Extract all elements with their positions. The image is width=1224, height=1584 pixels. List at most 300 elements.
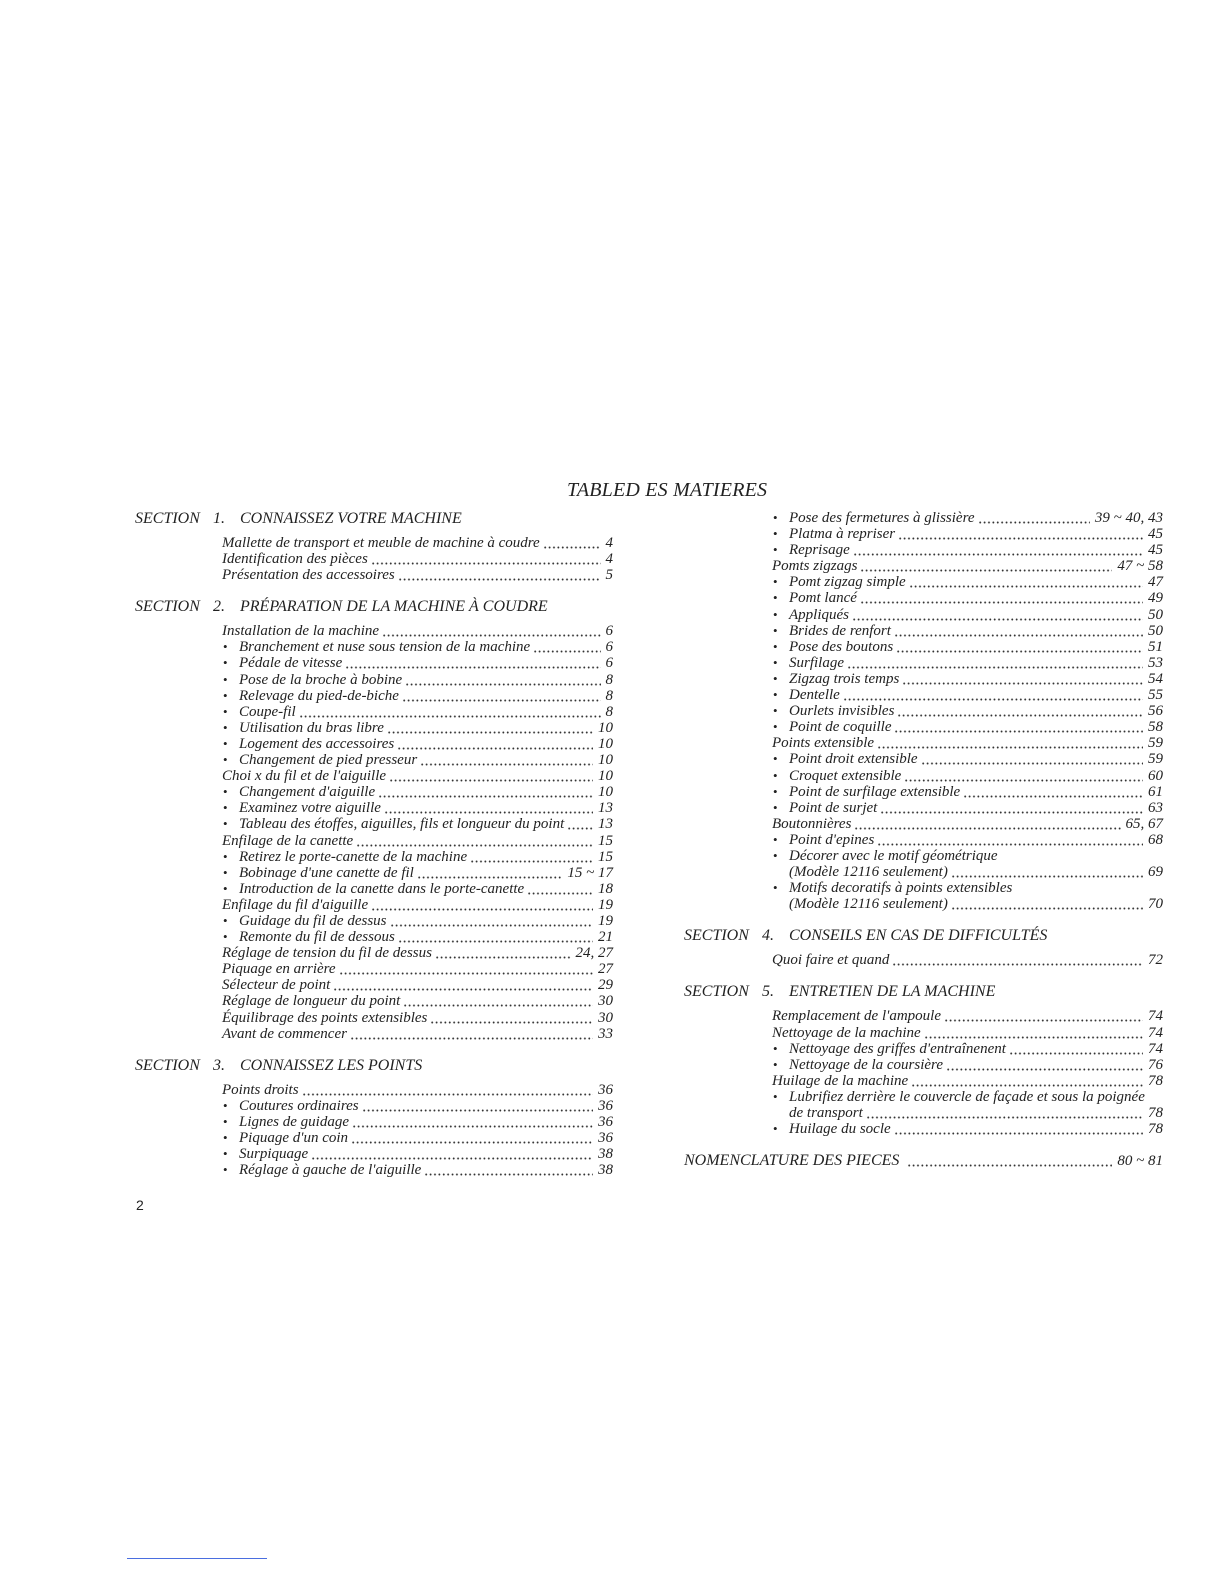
bullet-marker: •: [773, 622, 778, 638]
entry-title: Enfilage du fil d'aiguille: [222, 896, 369, 913]
entry-page-number: 59: [1148, 751, 1163, 768]
entry-page-number: 13: [598, 816, 613, 833]
entry-page-number: 10: [598, 784, 613, 801]
entry-page-number: 8: [605, 687, 613, 704]
toc-entry: [222, 1082, 613, 1098]
entry-title: Lubrifiez derrière le couvercle de façade et sous la poignée: [789, 1088, 1145, 1105]
entry-page-number: 78: [1148, 1105, 1163, 1121]
entry-page-number: 4: [605, 535, 613, 551]
bullet-marker: •: [223, 1097, 228, 1113]
dot-leader: [978, 510, 1090, 526]
bullet-marker: •: [773, 526, 778, 542]
dot-leader: [924, 1025, 1143, 1041]
bullet-marker: •: [773, 687, 778, 703]
entry-title: Quoi faire et quand: [772, 952, 890, 969]
toc-entry: [772, 1025, 1163, 1041]
entry-title: de transport: [789, 1105, 863, 1121]
entry-page-number: 58: [1148, 719, 1163, 736]
toc-entry: [772, 687, 1163, 703]
entry-title: Introduction de la canette dans le porte-canette: [239, 880, 525, 897]
dot-leader: [371, 551, 601, 567]
toc-entry: [772, 1008, 1163, 1024]
bullet-marker: •: [223, 687, 228, 703]
dot-leader: [951, 896, 1143, 912]
section-title: PRÉPARATION DE LA MACHINE À COUDRE: [240, 598, 548, 616]
toc-entry: [222, 784, 613, 800]
bullet-marker: •: [223, 1130, 228, 1145]
entry-title: Nettoyage des griffes d'entraînenent: [789, 1040, 1006, 1057]
toc-entry: [222, 688, 613, 704]
bullet-marker: •: [773, 654, 778, 670]
toc-entry: [222, 655, 613, 671]
dot-leader: [892, 952, 1143, 968]
entry-title: Surpiquage: [239, 1146, 309, 1163]
entry-page-number: 15: [598, 832, 613, 849]
toc-entry: [222, 849, 613, 865]
document-title: TABLED ES MATIERES: [567, 479, 768, 501]
dot-leader: [877, 832, 1143, 848]
entry-title: Logement des accessoires: [239, 735, 395, 752]
dot-leader: [852, 607, 1143, 623]
entry-title: Point droit extensible: [789, 751, 918, 768]
entry-page-number: 15: [598, 848, 613, 865]
section-number: 3.: [213, 1056, 225, 1074]
entry-title: Huilage du socle: [789, 1121, 891, 1138]
entry-page-number: 47: [1148, 574, 1163, 591]
entry-page-number: 8: [605, 703, 613, 720]
entry-page-number: 24, 27: [575, 945, 613, 962]
dot-leader: [897, 703, 1143, 719]
bullet-marker: •: [223, 752, 228, 768]
entry-title: Zigzag trois temps: [789, 670, 900, 687]
dot-leader: [352, 1114, 593, 1130]
entry-page-number: 5: [605, 567, 613, 584]
entry-page-number: 19: [598, 896, 613, 913]
bullet-marker: •: [773, 751, 778, 767]
toc-entry: [222, 720, 613, 736]
toc-entry: [772, 655, 1163, 671]
section-number: 4.: [762, 927, 774, 945]
entry-title: Pomt zigzag simple: [789, 574, 906, 591]
toc-entry: [772, 768, 1163, 784]
section-label: SECTION: [135, 510, 200, 527]
dot-leader: [1009, 1041, 1143, 1057]
dot-leader: [417, 865, 563, 881]
entry-title: Brides de renfort: [789, 622, 891, 639]
entry-page-number: 39 ~ 40, 43: [1094, 510, 1163, 526]
section-label: SECTION: [135, 1056, 200, 1074]
toc-entry: [772, 574, 1163, 590]
entry-page-number: 33: [598, 1025, 613, 1042]
section-number: 2.: [213, 598, 225, 616]
toc-entry: [222, 704, 613, 720]
dot-leader: [384, 800, 593, 816]
dot-leader: [907, 1152, 1112, 1170]
entry-list: [772, 510, 1163, 912]
toc-entry: [222, 816, 613, 832]
section-label: SECTION: [135, 598, 200, 616]
bullet-marker: •: [773, 670, 778, 686]
entry-title: Bobinage d'une canette de fil: [239, 864, 414, 881]
entry-title: Réglage de tension du fil de dessus: [222, 945, 432, 962]
dot-leader: [880, 800, 1143, 816]
entry-title: (Modèle 12116 seulement): [789, 896, 948, 913]
entry-title: Présentation des accessoires: [222, 567, 395, 584]
toc-entry: [222, 993, 613, 1009]
entry-page-number: 63: [1148, 799, 1163, 816]
dot-leader: [470, 849, 593, 865]
dot-leader: [387, 720, 593, 736]
entry-title: Coupe-fil: [239, 703, 296, 720]
section-heading: [135, 598, 613, 616]
entry-title: Relevage du pied-de-biche: [239, 687, 399, 704]
toc-entry: [772, 542, 1163, 558]
toc-entry: [222, 929, 613, 945]
entry-title: Platma à repriser: [789, 526, 896, 543]
entry-title: Point de surjet: [789, 799, 878, 816]
toc-entry: [222, 977, 613, 993]
toc-entry: [772, 558, 1163, 574]
entry-page-number: 60: [1148, 767, 1163, 784]
bullet-marker: •: [223, 1146, 228, 1162]
entry-title: Points droits: [222, 1081, 299, 1098]
toc-entry: [222, 945, 613, 961]
entry-title: Surfilage: [789, 654, 844, 671]
dot-leader: [854, 816, 1120, 832]
entry-page-number: 30: [598, 1009, 613, 1026]
entry-title: Pomt lancé: [789, 590, 857, 607]
entry-title: Changement d'aiguille: [239, 784, 376, 801]
entry-title: Nettoyage de la machine: [772, 1024, 921, 1041]
bullet-marker: •: [773, 703, 778, 719]
dot-leader: [894, 623, 1143, 639]
bullet-marker: •: [773, 719, 778, 735]
entry-title: Piquage d'un coin: [239, 1130, 349, 1146]
bullet-marker: •: [223, 719, 228, 735]
toc-entry: [772, 607, 1163, 623]
entry-page-number: 61: [1148, 783, 1163, 800]
bullet-marker: •: [223, 800, 228, 816]
dot-leader: [405, 672, 600, 688]
dot-leader: [860, 590, 1143, 606]
toc-entry: [222, 961, 613, 977]
entry-page-number: 74: [1148, 1024, 1163, 1041]
bullet-marker: •: [223, 1113, 228, 1129]
entry-title: Ourlets invisibles: [789, 703, 895, 720]
bullet-marker: •: [773, 574, 778, 590]
entry-title: Installation de la machine: [222, 623, 380, 640]
toc-entry: [772, 816, 1163, 832]
entry-title: Huilage de la machine: [772, 1072, 909, 1089]
bullet-marker: •: [223, 735, 228, 751]
section-heading: [135, 510, 613, 528]
toc-entry: [772, 800, 1163, 816]
dot-leader: [424, 1162, 593, 1178]
toc-entry: [772, 1057, 1163, 1073]
entry-title: Points extensible: [772, 735, 875, 752]
toc-entry: [222, 913, 613, 929]
toc-entry: [222, 1114, 613, 1130]
toc-entry: [222, 639, 613, 655]
bullet-marker: •: [773, 880, 778, 896]
bullet-marker: •: [773, 799, 778, 815]
bullet-marker: •: [773, 1056, 778, 1072]
entry-title: Remplacement de l'ampoule: [772, 1008, 941, 1025]
toc-entry: [772, 1089, 1163, 1105]
toc-entry: [222, 551, 613, 567]
entry-page-number: 72: [1148, 952, 1163, 969]
entry-title: Piquage en arrière: [222, 961, 336, 978]
dot-leader: [909, 574, 1143, 590]
toc-entry: [772, 735, 1163, 751]
entry-page-number: 8: [605, 671, 613, 688]
entry-page-number: 21: [598, 929, 613, 946]
toc-entry: [222, 1162, 613, 1178]
dot-leader: [350, 1026, 593, 1042]
dot-leader: [944, 1008, 1143, 1024]
entry-page-number: 49: [1148, 590, 1163, 607]
entry-title: (Modèle 12116 seulement): [789, 864, 948, 881]
entry-title: Décorer avec le motif géométrique: [789, 847, 998, 864]
toc-entry: [222, 623, 613, 639]
entry-page-number: 65, 67: [1125, 815, 1163, 832]
entry-title: Croquet extensible: [789, 767, 902, 784]
bullet-marker: •: [223, 880, 228, 896]
dot-leader: [311, 1146, 593, 1162]
dot-leader: [435, 945, 571, 961]
entry-page-number: 19: [598, 912, 613, 929]
entry-title: Nettoyage de la coursière: [789, 1056, 943, 1073]
dot-leader: [371, 897, 593, 913]
dot-leader: [847, 655, 1143, 671]
entry-title: Identification des pièces: [222, 551, 368, 568]
entry-page-number: 18: [598, 880, 613, 897]
section-label: SECTION: [684, 983, 749, 1001]
toc-entry-continuation: [772, 1105, 1163, 1121]
entry-title: Examinez votre aiguille: [239, 800, 381, 817]
entry-title: Remonte du fil de dessous: [239, 929, 395, 946]
nomenclature-entry: [684, 1152, 1163, 1170]
entry-page-number: 50: [1148, 606, 1163, 623]
dot-leader: [378, 784, 593, 800]
bullet-marker: •: [773, 1040, 778, 1056]
entry-title: Pose de la broche à bobine: [239, 671, 403, 688]
dot-leader: [430, 1010, 593, 1026]
dot-leader: [351, 1130, 593, 1146]
entry-page-number: 45: [1148, 542, 1163, 559]
toc-entry: [222, 897, 613, 913]
section-title: CONNAISSEZ VOTRE MACHINE: [240, 510, 462, 527]
entry-page-number: 4: [605, 551, 613, 568]
toc-entry: [772, 952, 1163, 968]
dot-leader: [567, 816, 593, 832]
entry-page-number: 78: [1148, 1072, 1163, 1089]
dot-leader: [397, 736, 593, 752]
entry-page-number: 30: [598, 993, 613, 1010]
dot-leader: [390, 913, 594, 929]
entry-page-number: 10: [598, 735, 613, 752]
entry-page-number: 36: [598, 1113, 613, 1130]
dot-leader: [911, 1073, 1143, 1089]
entry-page-number: 36: [598, 1130, 613, 1146]
entry-list: [222, 623, 613, 1041]
toc-left-column: [135, 510, 613, 1193]
entry-title: Avant de commencer: [222, 1025, 347, 1042]
section-label: SECTION: [684, 927, 749, 945]
section-number: 1.: [213, 510, 225, 527]
entry-title: Reprisage: [789, 542, 850, 559]
entry-title: Choi x du fil et de l'aiguille: [222, 768, 387, 785]
entry-title: Pose des boutons: [789, 638, 894, 655]
toc-entry: [772, 510, 1163, 526]
entry-page-number: 70: [1148, 896, 1163, 913]
dot-leader: [420, 752, 593, 768]
toc-entry: [222, 736, 613, 752]
bullet-marker: •: [223, 864, 228, 880]
toc-entry: [222, 865, 613, 881]
entry-title: Appliqués: [789, 606, 849, 623]
entry-title: Mallette de transport et meuble de machine à coudre: [222, 535, 540, 551]
dot-leader: [963, 784, 1143, 800]
entry-title: Tableau des étoffes, aiguilles, fils et longueur du point: [239, 816, 565, 833]
entry-page-number: 15 ~ 17: [567, 864, 613, 881]
toc-entry: [772, 784, 1163, 800]
dot-leader: [362, 1098, 593, 1114]
entry-title: Boutonnières: [772, 815, 852, 832]
section-heading: [684, 983, 1163, 1001]
toc-entry: [772, 751, 1163, 767]
toc-entry: [222, 752, 613, 768]
toc-entry: [222, 1146, 613, 1162]
toc-entry: [222, 881, 613, 897]
entry-page-number: 6: [605, 639, 613, 656]
entry-page-number: 53: [1148, 654, 1163, 671]
entry-page-number: 45: [1148, 526, 1163, 543]
dot-leader: [877, 735, 1143, 751]
bullet-marker: •: [223, 703, 228, 719]
entry-page-number: 47 ~ 58: [1117, 558, 1163, 575]
bullet-marker: •: [773, 590, 778, 606]
page-number: 2: [136, 1197, 144, 1213]
entry-page-number: 54: [1148, 670, 1163, 687]
entry-title: Pose des fermetures à glissière: [789, 510, 975, 526]
toc-entry: [222, 567, 613, 583]
entry-title: Pédale de vitesse: [239, 655, 343, 672]
entry-title: Réglage à gauche de l'aiguille: [239, 1162, 422, 1179]
entry-list: [222, 535, 613, 583]
toc-entry: [772, 1041, 1163, 1057]
entry-page-number: 50: [1148, 622, 1163, 639]
entry-title: Utilisation du bras libre: [239, 719, 384, 736]
toc-entry: [772, 703, 1163, 719]
dot-leader: [382, 623, 600, 639]
entry-title: Sélecteur de point: [222, 977, 331, 994]
entry-title: Point d'epines: [789, 831, 875, 848]
toc-entry: [772, 848, 1163, 864]
nomenclature-title: NOMENCLATURE DES PIECES: [684, 1152, 900, 1170]
bullet-marker: •: [223, 848, 228, 864]
bullet-marker: •: [773, 542, 778, 558]
entry-page-number: 55: [1148, 687, 1163, 704]
dot-leader: [527, 881, 593, 897]
toc-entry: [772, 623, 1163, 639]
entry-page-number: 68: [1148, 831, 1163, 848]
entry-page-number: 38: [598, 1146, 613, 1163]
entry-page-number: 27: [598, 961, 613, 978]
dot-leader: [894, 719, 1143, 735]
toc-entry: [772, 1121, 1163, 1137]
dot-leader: [904, 768, 1143, 784]
bullet-marker: •: [773, 767, 778, 783]
dot-leader: [345, 655, 600, 671]
entry-page-number: 29: [598, 977, 613, 994]
dot-leader: [339, 961, 593, 977]
toc-entry: [772, 832, 1163, 848]
dot-leader: [951, 864, 1143, 880]
entry-title: Dentelle: [789, 687, 840, 704]
bullet-marker: •: [223, 655, 228, 671]
entry-page-number: 10: [598, 719, 613, 736]
dot-leader: [389, 768, 593, 784]
bullet-marker: •: [223, 639, 228, 655]
dot-leader: [860, 558, 1112, 574]
dot-leader: [356, 833, 593, 849]
bullet-marker: •: [773, 510, 778, 525]
section-title: CONNAISSEZ LES POINTS: [240, 1056, 423, 1074]
bullet-marker: •: [223, 784, 228, 800]
dot-leader: [302, 1082, 593, 1098]
toc-entry: [772, 671, 1163, 687]
entry-title: Branchement et nuse sous tension de la machine: [239, 639, 531, 656]
toc-entry: [222, 672, 613, 688]
entry-title: Point de coquille: [789, 719, 892, 736]
entry-page-number: 56: [1148, 703, 1163, 720]
dot-leader: [398, 567, 601, 583]
entry-title: Coutures ordinaires: [239, 1097, 359, 1114]
entry-page-number: 36: [598, 1097, 613, 1114]
bullet-marker: •: [773, 1121, 778, 1137]
dot-leader: [898, 526, 1143, 542]
section-heading: [135, 1057, 613, 1075]
dot-leader: [896, 639, 1143, 655]
toc-entry: [772, 1073, 1163, 1089]
entry-page-number: 74: [1148, 1040, 1163, 1057]
entry-title: Retirez le porte-canette de la machine: [239, 848, 468, 865]
toc-entry: [222, 535, 613, 551]
bullet-marker: •: [223, 671, 228, 687]
section-number: 5.: [762, 983, 774, 1001]
entry-page-number: 51: [1148, 638, 1163, 655]
toc-entry: [222, 833, 613, 849]
toc-entry: [772, 590, 1163, 606]
entry-title: Enfilage de la canette: [222, 832, 354, 849]
entry-list: [772, 952, 1163, 968]
toc-entry: [222, 800, 613, 816]
entry-page-number: 38: [598, 1162, 613, 1179]
bullet-marker: •: [223, 816, 228, 832]
entry-title: Point de surfilage extensible: [789, 783, 961, 800]
entry-page-number: 6: [605, 655, 613, 672]
entry-page-number: 36: [598, 1081, 613, 1098]
entry-page-number: 10: [598, 768, 613, 785]
toc-entry: [222, 1098, 613, 1114]
bullet-marker: •: [773, 831, 778, 847]
entry-title: Pomts zigzags: [772, 558, 858, 575]
dot-leader: [299, 704, 601, 720]
bullet-marker: •: [223, 929, 228, 945]
dot-leader: [402, 688, 601, 704]
dot-leader: [398, 929, 593, 945]
